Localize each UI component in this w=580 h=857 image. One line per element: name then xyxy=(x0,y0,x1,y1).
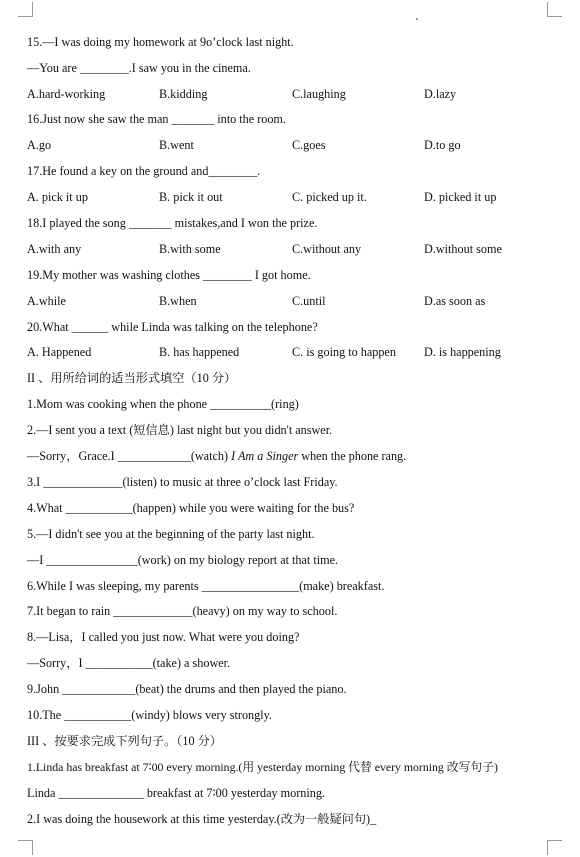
option-d: D. is happening xyxy=(424,345,501,359)
section-2-line xyxy=(27,448,406,464)
option-a: A.go xyxy=(27,138,52,152)
line-text: when the phone rang. xyxy=(298,449,407,463)
question-17-stem: 17.He found a key on the ground and________. xyxy=(27,164,261,178)
option-b: B.went xyxy=(159,138,194,152)
question-20-stem: 20.What ______ while Linda was talking on the telephone? xyxy=(27,320,318,334)
option-b: B. has happened xyxy=(159,345,240,359)
question-16-stem: 16.Just now she saw the man _______ into the room. xyxy=(27,112,286,126)
option-d: D.to go xyxy=(424,138,461,152)
option-a: A.while xyxy=(27,294,66,308)
corner-mark xyxy=(18,2,33,17)
option-c: C.without any xyxy=(292,242,362,256)
option-d: D.as soon as xyxy=(424,294,486,308)
option-a: A. Happened xyxy=(27,345,92,359)
option-c: C.laughing xyxy=(292,87,346,101)
option-b: B.when xyxy=(159,294,197,308)
section-2-line: —I _______________(work) on my biology report at that time. xyxy=(27,553,339,567)
line-text: —Sorry，Grace.I ____________(watch) xyxy=(27,449,232,463)
section-3-line: 2.I was doing the housework at this time yesterday.(改为一般疑问句)_ xyxy=(27,812,377,826)
option-c: C.until xyxy=(292,294,326,308)
option-d: D.without some xyxy=(424,242,502,256)
section-2-line: 5.—I didn't see you at the beginning of the party last night. xyxy=(27,527,315,541)
question-18-stem: 18.I played the song _______ mistakes,and I won the prize. xyxy=(27,216,318,230)
question-19-stem: 19.My mother was washing clothes ________ I got home. xyxy=(27,268,311,282)
section-2-line: 9.John ____________(beat) the drums and then played the piano. xyxy=(27,682,347,696)
section-2-line: 4.What ___________(happen) while you were waiting for the bus? xyxy=(27,501,355,515)
section-2-line: —Sorry，I ___________(take) a shower. xyxy=(27,656,231,670)
option-c: C. picked up it. xyxy=(292,190,367,204)
section-3-line: Linda ______________ breakfast at 7∶00 yesterday morning. xyxy=(27,786,325,800)
section-2-line: 1.Mom was cooking when the phone __________(ring) xyxy=(27,397,299,411)
section-2-line: 7.It began to rain _____________(heavy) on my way to school. xyxy=(27,604,338,618)
option-a: A. pick it up xyxy=(27,190,88,204)
option-b: B.with some xyxy=(159,242,221,256)
question-15-stem-2: —You are ________.I saw you in the cinema. xyxy=(27,61,251,75)
option-b: B.kidding xyxy=(159,87,208,101)
question-15-stem: 15.—I was doing my homework at 9o’clock last night. xyxy=(27,35,294,49)
corner-mark xyxy=(547,2,562,17)
section-2-line: 10.The ___________(windy) blows very strongly. xyxy=(27,708,272,722)
section-3-line: 1.Linda has breakfast at 7∶00 every morning.(用 yesterday morning 代替 every morning 改写句子) xyxy=(27,760,498,774)
option-a: A.with any xyxy=(27,242,82,256)
section-2-title: II 、用所给词的适当形式填空（10 分） xyxy=(27,371,237,385)
corner-mark xyxy=(18,840,33,855)
option-b: B. pick it out xyxy=(159,190,223,204)
corner-mark xyxy=(547,840,562,855)
show-title-italic: I Am a Singer xyxy=(231,449,299,463)
section-2-line: 2.—I sent you a text (短信息) last night but you didn't answer. xyxy=(27,423,333,437)
section-3-title: III 、按要求完成下列句子。（10 分） xyxy=(27,734,222,748)
section-2-line: 8.—Lisa，I called you just now. What were you doing? xyxy=(27,630,300,644)
stray-dot xyxy=(416,18,418,20)
option-d: D.lazy xyxy=(424,87,457,101)
option-a: A.hard-working xyxy=(27,87,106,101)
section-2-line: 6.While I was sleeping, my parents ________________(make) breakfast. xyxy=(27,579,385,593)
option-d: D. picked it up xyxy=(424,190,497,204)
option-c: C.goes xyxy=(292,138,326,152)
section-2-line: 3.I _____________(listen) to music at three o’clock last Friday. xyxy=(27,475,338,489)
option-c: C. is going to happen xyxy=(292,345,396,359)
